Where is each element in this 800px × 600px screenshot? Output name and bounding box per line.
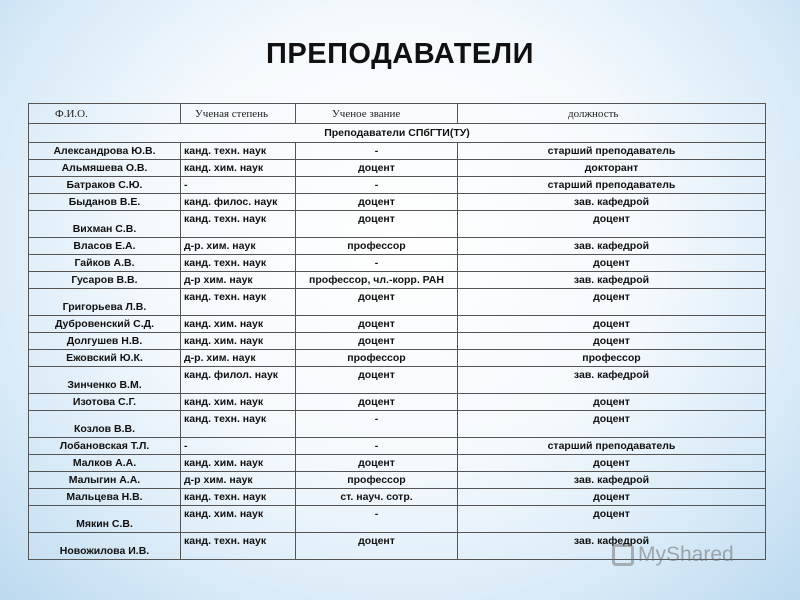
table-row [29, 316, 766, 333]
cell-name: Мякин С.В. [29, 506, 181, 533]
staff-table [28, 103, 766, 560]
cell-position: доцент [458, 489, 766, 506]
table-header-row [29, 104, 766, 124]
cell-degree: канд. техн. наук [181, 289, 296, 316]
table-row [29, 489, 766, 506]
cell-degree: канд. техн. наук [181, 211, 296, 238]
watermark [612, 540, 734, 570]
cell-position: зав. кафедрой [458, 472, 766, 489]
cell-rank: доцент [296, 394, 458, 411]
cell-degree: канд. хим. наук [181, 506, 296, 533]
page-title: ПРЕПОДАВАТЕЛИ [266, 38, 534, 70]
cell-position: доцент [458, 211, 766, 238]
table-row [29, 143, 766, 160]
cell-rank: - [296, 255, 458, 272]
cell-rank: доцент [296, 367, 458, 394]
cell-degree: д-р хим. наук [181, 272, 296, 289]
cell-rank: профессор [296, 472, 458, 489]
table-row [29, 455, 766, 472]
cell-rank: доцент [296, 160, 458, 177]
table-row [29, 211, 766, 238]
cell-name: Быданов В.Е. [29, 194, 181, 211]
cell-degree: канд. хим. наук [181, 316, 296, 333]
table-row [29, 238, 766, 255]
cell-name: Изотова С.Г. [29, 394, 181, 411]
cell-degree: канд. хим. наук [181, 455, 296, 472]
table-row [29, 394, 766, 411]
cell-degree: - [181, 177, 296, 194]
cell-rank: профессор [296, 350, 458, 367]
cell-name: Козлов В.В. [29, 411, 181, 438]
cell-position: профессор [458, 350, 766, 367]
cell-rank: доцент [296, 194, 458, 211]
cell-name: Батраков С.Ю. [29, 177, 181, 194]
table-row [29, 333, 766, 350]
cell-position: старший преподаватель [458, 143, 766, 160]
cell-rank: профессор, чл.-корр. РАН [296, 272, 458, 289]
table-row [29, 438, 766, 455]
table-row [29, 289, 766, 316]
cell-name: Дубровенский С.Д. [29, 316, 181, 333]
cell-position: зав. кафедрой [458, 238, 766, 255]
cell-name: Малыгин А.А. [29, 472, 181, 489]
cell-position: докторант [458, 160, 766, 177]
table-row [29, 255, 766, 272]
cell-position: старший преподаватель [458, 438, 766, 455]
cell-name: Ежовский Ю.К. [29, 350, 181, 367]
cell-name: Зинченко В.М. [29, 367, 181, 394]
cell-name: Долгушев Н.В. [29, 333, 181, 350]
cell-name: Новожилова И.В. [29, 533, 181, 560]
cell-name: Вихман С.В. [29, 211, 181, 238]
cell-name: Власов Е.А. [29, 238, 181, 255]
section-title: Преподаватели СПбГТИ(ТУ) [29, 124, 766, 143]
cell-name: Мальцева Н.В. [29, 489, 181, 506]
cell-rank: доцент [296, 316, 458, 333]
table-row [29, 367, 766, 394]
cell-position: доцент [458, 394, 766, 411]
cell-degree: канд. техн. наук [181, 255, 296, 272]
table-row [29, 350, 766, 367]
cell-name: Гайков А.В. [29, 255, 181, 272]
header-degree: Ученая степень [181, 104, 296, 124]
cell-position: доцент [458, 411, 766, 438]
table-row [29, 472, 766, 489]
cell-degree: д-р хим. наук [181, 472, 296, 489]
cell-degree: канд. хим. наук [181, 394, 296, 411]
cell-rank: - [296, 506, 458, 533]
cell-name: Александрова Ю.В. [29, 143, 181, 160]
table-row [29, 506, 766, 533]
cell-rank: доцент [296, 533, 458, 560]
cell-rank: - [296, 143, 458, 160]
cell-position: зав. кафедрой [458, 194, 766, 211]
cell-rank: - [296, 438, 458, 455]
header-rank: Ученое звание [296, 104, 458, 124]
cell-rank: - [296, 177, 458, 194]
cell-rank: доцент [296, 455, 458, 472]
cell-name: Гусаров В.В. [29, 272, 181, 289]
cell-name: Лобановская Т.Л. [29, 438, 181, 455]
table-row [29, 160, 766, 177]
header-position: должность [458, 104, 766, 124]
watermark-text: MyShared [638, 543, 734, 566]
cell-position: доцент [458, 506, 766, 533]
cell-position: доцент [458, 316, 766, 333]
cell-position: зав. кафедрой [458, 272, 766, 289]
cell-position: зав. кафедрой [458, 533, 766, 560]
table-row [29, 177, 766, 194]
cell-rank: ст. науч. сотр. [296, 489, 458, 506]
cell-position: доцент [458, 333, 766, 350]
table-row [29, 194, 766, 211]
cell-rank: доцент [296, 211, 458, 238]
cell-position: доцент [458, 255, 766, 272]
cell-rank: - [296, 411, 458, 438]
cell-degree: д-р. хим. наук [181, 350, 296, 367]
cell-degree: канд. филол. наук [181, 367, 296, 394]
cell-name: Малков А.А. [29, 455, 181, 472]
cell-degree: канд. хим. наук [181, 160, 296, 177]
cell-degree: канд. хим. наук [181, 333, 296, 350]
cell-degree: - [181, 438, 296, 455]
header-name: Ф.И.О. [29, 104, 181, 124]
cell-position: старший преподаватель [458, 177, 766, 194]
cell-rank: доцент [296, 289, 458, 316]
cell-degree: канд. филос. наук [181, 194, 296, 211]
section-row [29, 124, 766, 143]
watermark-cart-icon [612, 544, 634, 566]
cell-position: доцент [458, 289, 766, 316]
cell-degree: д-р. хим. наук [181, 238, 296, 255]
table-row [29, 411, 766, 438]
cell-rank: профессор [296, 238, 458, 255]
cell-position: зав. кафедрой [458, 367, 766, 394]
cell-degree: канд. техн. наук [181, 411, 296, 438]
cell-name: Альмяшева О.В. [29, 160, 181, 177]
cell-degree: канд. техн. наук [181, 533, 296, 560]
cell-position: доцент [458, 455, 766, 472]
table-row [29, 272, 766, 289]
cell-rank: доцент [296, 333, 458, 350]
cell-name: Григорьева Л.В. [29, 289, 181, 316]
cell-degree: канд. техн. наук [181, 489, 296, 506]
cell-degree: канд. техн. наук [181, 143, 296, 160]
